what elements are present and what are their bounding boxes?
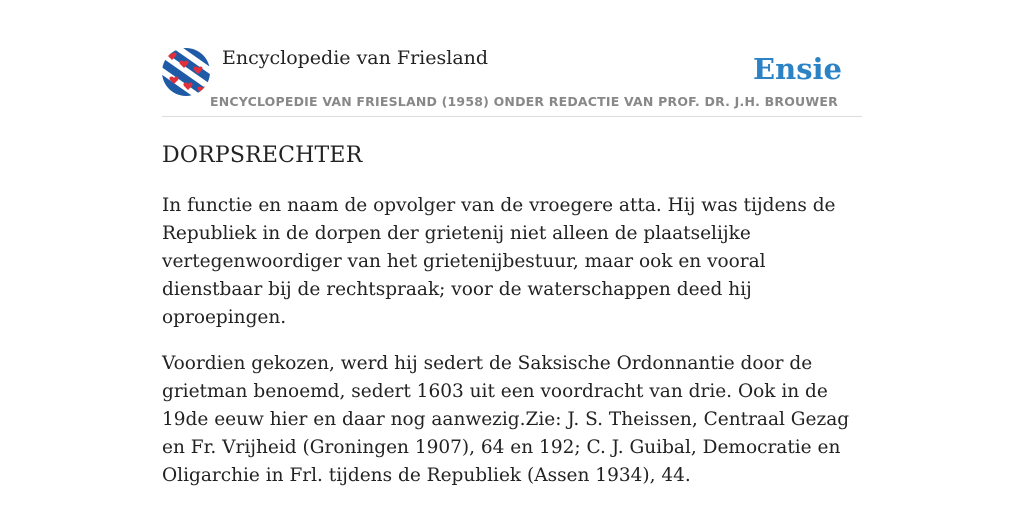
entry-title: DORPSRECHTER bbox=[162, 143, 363, 168]
encyclopedia-subtitle: ENCYCLOPEDIE VAN FRIESLAND (1958) ONDER REDACTIE VAN PROF. DR. J.H. BROUWER bbox=[210, 94, 838, 109]
frisian-flag-icon[interactable] bbox=[162, 48, 210, 96]
entry-paragraph: Voordien gekozen, werd hij sedert de Saksische Ordonnantie door de grietman benoemd, sedert 1603 uit een voordracht van drie. Ook in de 19de eeuw hier en daar nog aanwezig.Zie: J. S. Theissen, Centraal Gezag en Fr. Vrijheid (Groningen 1907), 64 en 192; C. J. Guibal, Democratie en Oligarchie in Frl. tijdens de Republiek (Assen 1934), 44. bbox=[162, 353, 850, 486]
header bbox=[162, 44, 862, 117]
entry-paragraph: In functie en naam de opvolger van de vroegere atta. Hij was tijdens de Republiek in de dorpen der grietenij niet alleen de plaatselijke vertegenwoordiger van het grietenijbestuur, maar ook en vooral dienstbaar bij de rechtspraak; voor de waterschappen deed hij oproepingen. bbox=[162, 195, 836, 328]
ensie-brand-link[interactable]: Ensie bbox=[753, 52, 842, 86]
site-title-link[interactable]: Encyclopedie van Friesland bbox=[222, 47, 489, 69]
page bbox=[162, 44, 862, 490]
